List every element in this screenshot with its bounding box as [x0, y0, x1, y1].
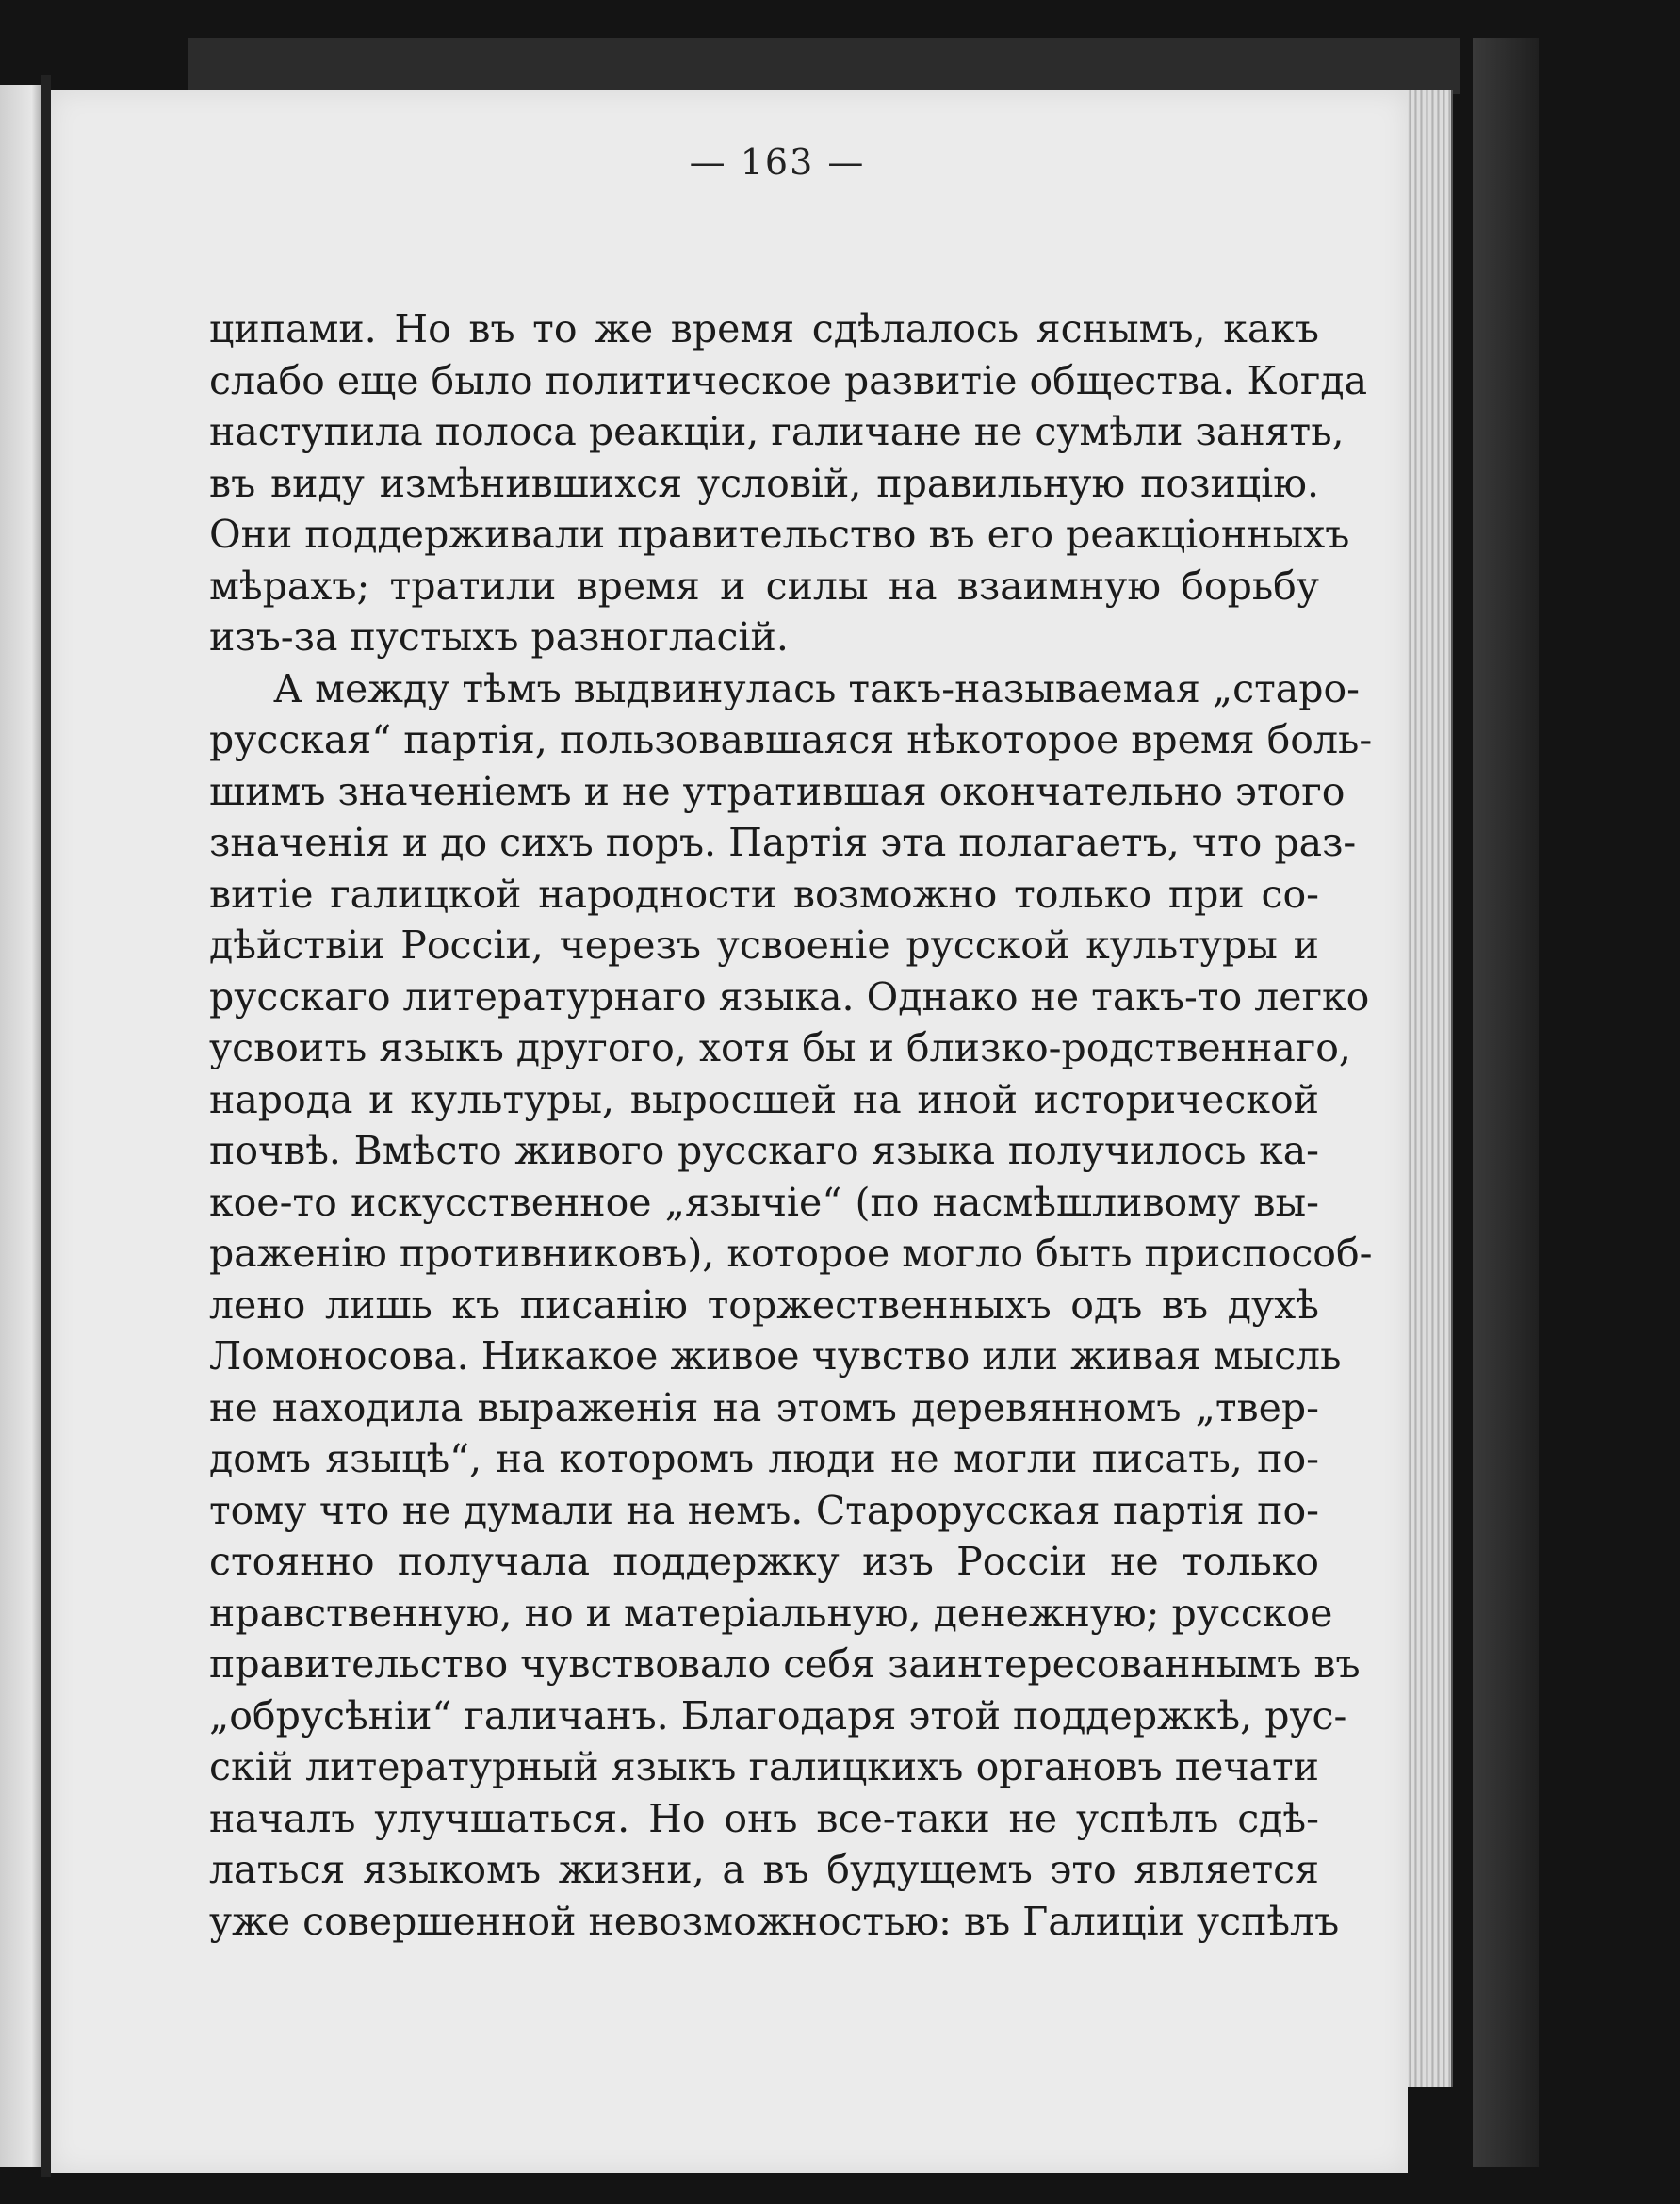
text-line: латься языкомъ жизни, а въ будущемъ это является [209, 1847, 1319, 1892]
text-line: усвоить языкъ другого, хотя бы и близко-родственнаго, [209, 1025, 1351, 1070]
text-line: шимъ значеніемъ и не утратившая окончательно этого [209, 768, 1346, 814]
text-line: кое-то искусственное „язычіе“ (по насмѣшливому вы- [209, 1179, 1319, 1225]
text-line: домъ языцѣ“, на которомъ люди не могли писать, по- [209, 1436, 1319, 1481]
text-line: наступила полоса реакціи, галичане не сумѣли занять, [209, 409, 1345, 454]
text-line: почвѣ. Вмѣсто живого русскаго языка получилось ка- [209, 1128, 1319, 1173]
text-line: въ виду измѣнившихся условій, правильную позицію. [209, 460, 1319, 506]
text-line: витіе галицкой народности возможно только при со- [209, 871, 1319, 917]
text-line: Ломоносова. Никакое живое чувство или живая мысль [209, 1333, 1342, 1379]
text-line: ципами. Но въ то же время сдѣлалось яснымъ, какъ [209, 306, 1319, 351]
text-line: русскаго литературнаго языка. Однако не такъ-то легко [209, 973, 1370, 1020]
text-line: А между тѣмъ выдвинулась такъ-называемая „старо- [273, 665, 1360, 711]
text-line: правительство чувствовало себя заинтересованнымъ въ [209, 1641, 1361, 1687]
page-text [209, 303, 1373, 1947]
text-line: тому что не думали на немъ. Старорусская партія по- [209, 1487, 1319, 1533]
text-line: уже совершенной невозможностью: въ Галиціи успѣлъ [209, 1898, 1340, 1944]
book-gutter [41, 75, 51, 2177]
text-line: народа и культуры, выросшей на иной исторической [209, 1076, 1319, 1122]
text-line: раженію противниковъ), которое могло быть приспособ- [209, 1231, 1373, 1276]
text-line: изъ-за пустыхъ разногласій. [209, 614, 789, 660]
text-line: скій литературный языкъ галицкихъ органовъ печати [209, 1744, 1319, 1789]
text-line: значенія и до сихъ поръ. Партія эта полагаетъ, что раз- [209, 820, 1357, 865]
text-line: слабо еще было политическое развитіе общества. Когда [209, 357, 1368, 403]
text-line: лено лишь къ писанію торжественныхъ одъ въ духѣ [209, 1282, 1319, 1328]
text-line: стоянно получала поддержку изъ Россіи не только [209, 1539, 1319, 1584]
text-line: не находила выраженія на этомъ деревянномъ „твер- [209, 1384, 1319, 1430]
text-line: нравственную, но и матеріальную, денежную; русское [209, 1590, 1333, 1636]
text-line: началъ улучшаться. Но онъ все-таки не успѣлъ сдѣ- [209, 1795, 1319, 1841]
text-line: мѣрахъ; тратили время и силы на взаимную борьбу [209, 563, 1319, 609]
text-line: Они поддерживали правительство въ его реакціонныхъ [209, 512, 1350, 557]
text-line: „обрусѣніи“ галичанъ. Благодаря этой поддержкѣ, рус- [209, 1692, 1347, 1739]
text-line: русская“ партія, пользовавшаяся нѣкоторое время боль- [209, 717, 1373, 762]
text-line: дѣйствіи Россіи, черезъ усвоеніе русской культуры и [209, 922, 1319, 968]
page-number: — 163 — [689, 141, 866, 183]
facing-page-edge [0, 85, 45, 2167]
book-cover-spine [1473, 38, 1539, 2167]
book-cover-top [188, 38, 1460, 94]
